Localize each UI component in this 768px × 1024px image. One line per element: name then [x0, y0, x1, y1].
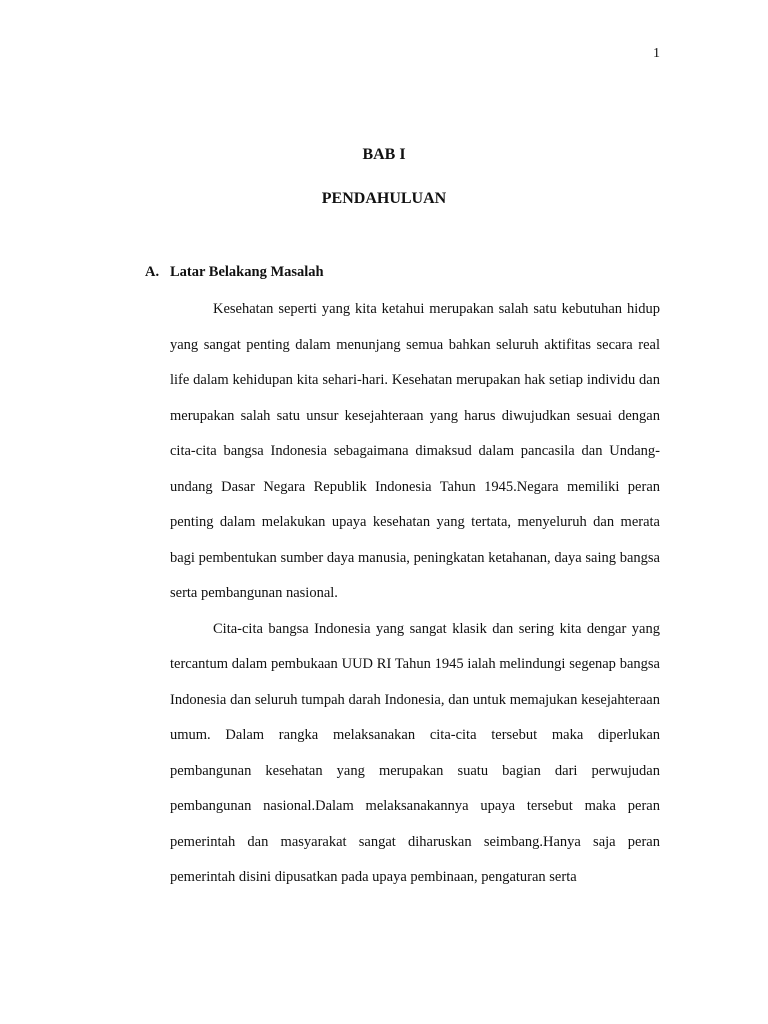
body-text [170, 292, 660, 896]
section-title: Latar Belakang Masalah [170, 264, 324, 280]
chapter-subtitle: PENDAHULUAN [321, 190, 447, 207]
page-number: 1 [653, 46, 660, 61]
paragraph: Kesehatan seperti yang kita ketahui merupakan salah satu kebutuhan hidup yang sangat penting dalam menunjang semua bahkan seluruh aktifitas secara real life dalam kehidupan kita sehari-hari. Kesehatan merupakan hak setiap individu dan merupakan salah satu unsur kesejahteraan yang harus diwujudkan sesuai dengan cita-cita bangsa Indonesia sebagaimana dimaksud dalam pancasila dan Undang-undang Dasar Negara Republik Indonesia Tahun 1945.Negara memiliki peran penting dalam melakukan upaya kesehatan yang tertata, menyeluruh dan merata bagi pembentukan sumber daya manusia, peningkatan ketahanan, daya saing bangsa serta pembangunan nasional. [170, 301, 660, 601]
section-number: A. [145, 264, 160, 280]
paragraph: Cita-cita bangsa Indonesia yang sangat klasik dan sering kita dengar yang tercantum dalam pembukaan UUD RI Tahun 1945 ialah melindungi segenap bangsa Indonesia dan seluruh tumpah darah Indonesia, dan untuk memajukan kesejahteraan umum. Dalam rangka melaksanakan cita-cita tersebut maka diperlukan pembangunan kesehatan yang merupakan suatu bagian dari perwujudan pembangunan nasional.Dalam melaksanakannya upaya tersebut maka peran pemerintah dan masyarakat sangat diharuskan seimbang.Hanya saja peran pemerintah disini dipusatkan pada upaya pembinaan, pengaturan serta [170, 620, 660, 885]
section-heading [145, 264, 324, 281]
chapter-title: BAB I [362, 146, 406, 163]
